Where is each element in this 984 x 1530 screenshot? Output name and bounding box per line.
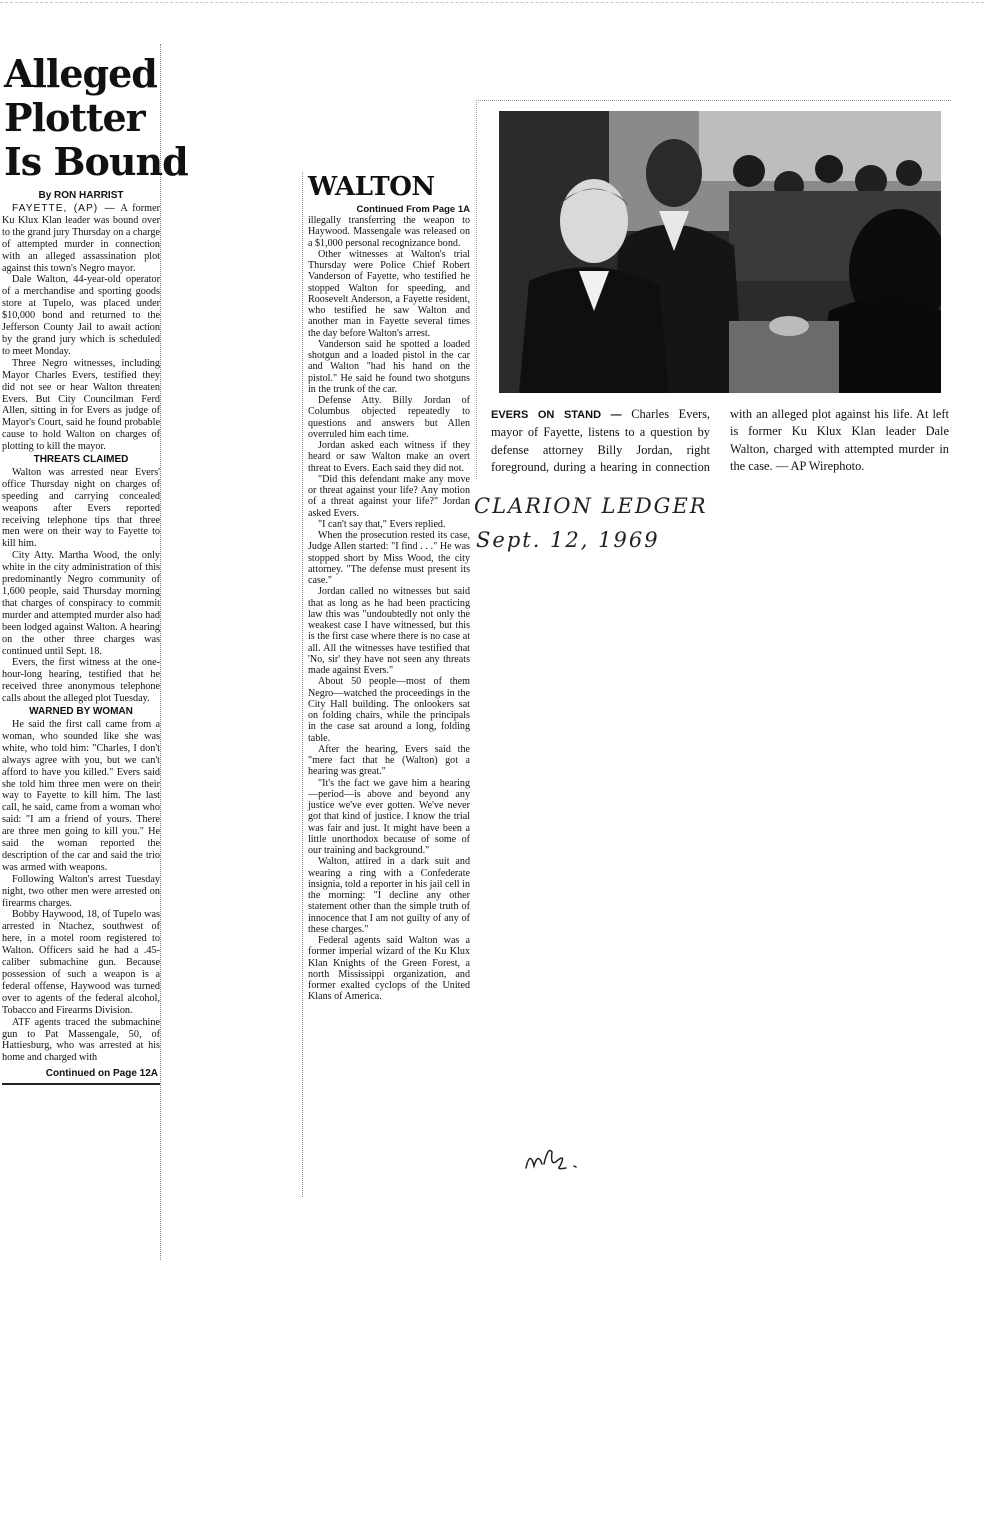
continued-on-page: Continued on Page 12A <box>2 1068 160 1085</box>
dateline: FAYETTE, (AP) — <box>12 203 116 214</box>
paragraph: Walton, attired in a dark suit and wearing a ring with a Confederate insignia, told a reporter in his jail cell in the morning: "I decline any other statement other than the simple truth of innocence that I am not guilty of any of these charges." <box>308 856 470 935</box>
paragraph: Defense Atty. Billy Jordan of Columbus objected repeatedly to questions and answers but Allen overruled him each time. <box>308 395 470 440</box>
paragraph: "It's the fact we gave him a hearing—period—is above and beyond any justice we've ever gotten. We've never got that kind of justice. I know the trial was fair and just. It might have been a little unorthodox because of some of our training and background." <box>308 777 470 856</box>
paragraph: Bobby Haywood, 18, of Tupelo was arrested in Ntachez, southwest of here, in a motel room registered to Walton. Officers said he had a .45-caliber submachine gun. Because possession of such a weapon is a federal offense, Haywood was turned over to agents of the federal alcohol, Tobacco and Firearms Division. <box>2 909 160 1016</box>
continued-from-page: Continued From Page 1A <box>356 204 470 215</box>
paragraph: He said the first call came from a woman, who sounded like she was white, who told him: "Charles, I don't always agree with you, but we can't afford to have you killed." Evers said she told him three men were on their way to Fayette to kill him. The last call, he said, came from a woman who said: "I am a friend of yours. There are three men going to kill you." He said the woman reported the description of the car and said the trio was armed with weapons. <box>2 718 160 873</box>
paragraph: Jordan asked each witness if they heard or saw Walton make an overt threat to Evers. Each said they did not. <box>308 440 470 474</box>
photo-caption <box>491 406 949 477</box>
handwritten-initials-signature <box>522 1138 592 1178</box>
byline: By RON HARRIST <box>38 190 124 201</box>
paragraph: Evers, the first witness at the one-hour-long hearing, testified that he received three anonymous telephone calls about the alleged plot Tuesday. <box>2 657 160 705</box>
paragraph: City Atty. Martha Wood, the only white in the city administration of this predominantly Negro community of 1,600 people, said Thursday morning that charges of conspiracy to commit murder and attempted murder also had been lodged against Walton. A hearing on the other three charges was continued until Sept. 18. <box>2 550 160 657</box>
paragraph: Walton was arrested near Evers' office Thursday night on charges of speeding and carrying concealed weapons after Evers reported receiving telephone tips that three men were on their way to Fayette to kill him. <box>2 466 160 550</box>
paragraph: "Did this defendant make any move or threat against your life? Any motion of a threat against your life?" Jordan asked Evers. <box>308 473 470 519</box>
article-body <box>308 215 470 1003</box>
paragraph: Dale Walton, 44-year-old operator of a merchandise and sporting goods store at Tupelo, was placed under $10,000 bond and returned to the Jefferson County Jail to await action by the grand jury which is scheduled to meet Monday. <box>2 274 160 357</box>
paragraph: Jordan called no witnesses but said that as long as he had been practicing law this was "undoubtedly not only the weakest case I have witnessed, but this is the first case where there is no case at all. All the witnesses have testified that 'No, sir' they have not seen any threats made against Evers." <box>308 586 470 676</box>
paragraph: Following Walton's arrest Tuesday night, two other men were arrested on firearms charges. <box>2 873 160 909</box>
article-walton-continued <box>302 172 470 1197</box>
headline <box>4 51 188 184</box>
paragraph: Vanderson said he spotted a loaded shotgun and a loaded pistol in the car and Walton "had his hand on the pistol." He said he found two shotguns in the trunk of the car. <box>308 338 470 395</box>
headline-line-2: Plotter <box>4 95 145 140</box>
courtroom-photo-illustration <box>499 111 941 393</box>
subhead-warned-by-woman: WARNED BY WOMAN <box>29 706 133 718</box>
handwritten-source: CLARION LEDGER <box>474 494 708 518</box>
paragraph: Three Negro witnesses, including Mayor Charles Evers, testified they did not see or hear Walton threaten Evers. But City Councilman Ferd Allen, sitting in for Evers as judge of Mayor's Court, said he found probable cause to hold Walton on charges of plotting to kill the mayor. <box>2 357 160 453</box>
news-photo-block <box>476 100 951 479</box>
jump-headline: WALTON <box>308 172 435 202</box>
paragraph: About 50 people—most of them Negro—watched the proceedings in the City Hall building. The onlookers sat on folding chairs, while the principals in the case sat around a long, folding table. <box>308 676 470 744</box>
paragraph: "I can't say that," Evers replied. <box>318 518 446 530</box>
paragraph: After the hearing, Evers said the "mere fact that he (Walton) got a hearing was great." <box>308 743 470 778</box>
paragraph: illegally transferring the weapon to Haywood. Massengale was released on a $1,000 personal recognizance bond. <box>308 215 470 249</box>
paragraph: Federal agents said Walton was a former imperial wizard of the Ku Klux Klan Knights of the Green Forest, a north Mississippi organization, and former exalted cyclops of the United Klans of America. <box>308 935 470 1003</box>
subhead-threats-claimed: THREATS CLAIMED <box>33 454 129 466</box>
paragraph-text: A former Ku Klux Klan leader was bound over to the grand jury Thursday on a charge of attempted murder in connection with an alleged assassination plot against this town's Negro mayor. <box>2 203 160 274</box>
paragraph: When the prosecution rested its case, Judge Allen started: "I find . . ." He was stopped short by Miss Wood, the city attorney. "The defense must present its case." <box>308 530 470 586</box>
headline-line-1: Alleged <box>4 51 157 96</box>
article-alleged-plotter <box>2 44 188 1260</box>
headline-line-3: Is Bound <box>4 139 188 184</box>
paragraph <box>2 203 160 274</box>
news-photo <box>499 111 941 393</box>
paragraph: Other witnesses at Walton's trial Thursday were Police Chief Robert Vanderson of Fayette, who testified he stopped Walton for speeding, and Roosevelt Anderson, a Fayette resident, who testified he saw Walton and another man in Fayette several times the day before Walton's arrest. <box>308 248 470 339</box>
caption-head: EVERS ON STAND — <box>491 409 622 421</box>
top-dashed-rule <box>0 2 984 3</box>
handwritten-date: Sept. 12, 1969 <box>476 528 660 552</box>
paragraph: ATF agents traced the submachine gun to Pat Massengale, 50, of Hattiesburg, who was arrested at his home and charged with <box>2 1016 160 1064</box>
caption-body: Charles Evers, mayor of Fayette, listens to a question by defense attorney Billy Jordan, right foreground, during a hearing in connection with an alleged plot against his life. At left is former Ku Klux Klan leader Dale Walton, charged with attempted murder in the case. — AP Wirephoto. <box>491 407 949 475</box>
article-body <box>2 203 160 1064</box>
